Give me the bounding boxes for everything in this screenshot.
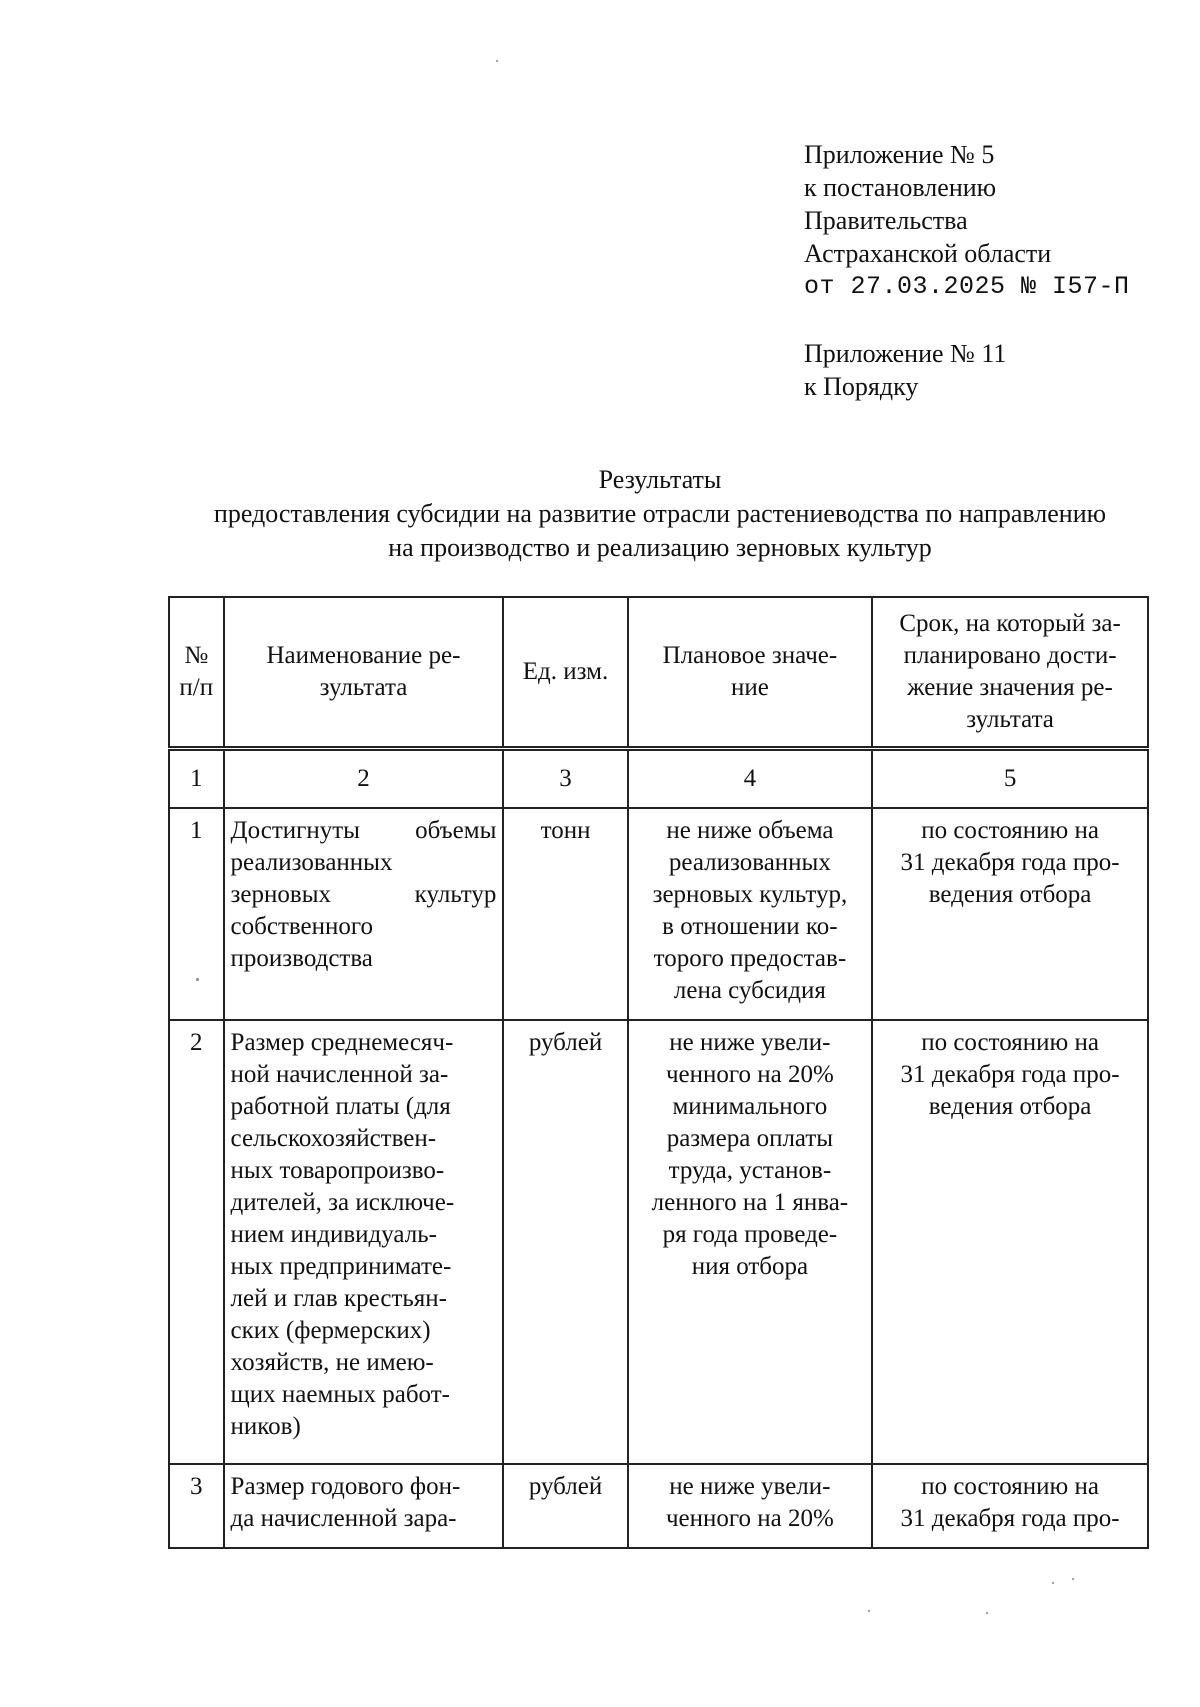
row-name: Размер годового фон- да начисленной зара- bbox=[224, 1464, 504, 1548]
row-unit: рублей bbox=[503, 1464, 627, 1548]
column-number: 4 bbox=[628, 749, 872, 809]
title-line-1: Результаты bbox=[598, 465, 722, 494]
column-number: 1 bbox=[169, 749, 224, 809]
row-plan: не ниже объема реализованных зерновых культур, в отношении ко- торого предостав- лена субсидия bbox=[628, 808, 872, 1020]
table-header-row bbox=[169, 597, 1148, 749]
row-term: по состоянию на 31 декабря года про- ведения отбора bbox=[872, 1020, 1148, 1464]
title-line-2: предоставления субсидии на развитие отрасли растениеводства по направлению bbox=[213, 499, 1107, 528]
appendix-block bbox=[804, 138, 1184, 303]
scan-speck bbox=[986, 1612, 988, 1614]
title-line-3: на производство и реализацию зерновых культур bbox=[388, 533, 932, 562]
row-plan: не ниже увели- ченного на 20% минимального размера оплаты труда, установ- ленного на 1 янва- ря года проведе- ния отбора bbox=[628, 1020, 872, 1464]
row-name: Размер среднемесяч- ной начисленной за- работной платы (для сельскохозяйствен- ных товаропроизво- дителей, за исключе- нием индивидуаль- ных предпринимате- лей и глав крестьян- ских (фермерских) хозяйств, не имею- щих наемных работ- ников) bbox=[224, 1020, 504, 1464]
column-number: 3 bbox=[503, 749, 627, 809]
header-unit: Ед. изм. bbox=[503, 597, 627, 749]
header-plan: Плановое значе- ние bbox=[628, 597, 872, 749]
table-row bbox=[169, 1464, 1148, 1548]
row-term: по состоянию на 31 декабря года про- bbox=[872, 1464, 1148, 1548]
row-number: 2 bbox=[169, 1020, 224, 1464]
appendix-line-4: Астраханской области bbox=[804, 239, 1052, 268]
table-row bbox=[169, 1020, 1148, 1464]
header-number: № п/п bbox=[169, 597, 224, 749]
row-plan: не ниже увели- ченного на 20% bbox=[628, 1464, 872, 1548]
appendix-line-2: к постановлению bbox=[804, 173, 997, 202]
document-title bbox=[150, 463, 1170, 565]
column-numbers-row bbox=[169, 749, 1148, 809]
column-number: 2 bbox=[224, 749, 504, 809]
appendix-line-1: Приложение № 5 bbox=[804, 140, 995, 169]
scan-speck bbox=[196, 978, 199, 981]
row-unit: рублей bbox=[503, 1020, 627, 1464]
row-term: по состоянию на 31 декабря года про- ведения отбора bbox=[872, 808, 1148, 1020]
scan-speck bbox=[1072, 1578, 1074, 1580]
header-term: Срок, на который за- планировано дости- жение значения ре- зультата bbox=[872, 597, 1148, 749]
appendix2-line-2: к Порядку bbox=[804, 372, 919, 401]
appendix-line-3: Правительства bbox=[804, 206, 968, 235]
scan-speck bbox=[1052, 1582, 1054, 1584]
appendix2-line-1: Приложение № 11 bbox=[804, 339, 1007, 368]
scan-speck bbox=[868, 1610, 870, 1612]
row-number: 3 bbox=[169, 1464, 224, 1548]
header-name: Наименование ре- зультата bbox=[224, 597, 504, 749]
column-number: 5 bbox=[872, 749, 1148, 809]
row-unit: тонн bbox=[503, 808, 627, 1020]
row-name: Достигнуты объемы реализованных зерновых культур собственного производства bbox=[224, 808, 504, 1020]
appendix-line-5: от 27.03.2025 № I57-П bbox=[804, 272, 1130, 301]
scan-speck bbox=[496, 60, 498, 62]
row-number: 1 bbox=[169, 808, 224, 1020]
table-row bbox=[169, 808, 1148, 1020]
results-table bbox=[168, 596, 1149, 1549]
appendix2-block bbox=[804, 337, 1006, 403]
